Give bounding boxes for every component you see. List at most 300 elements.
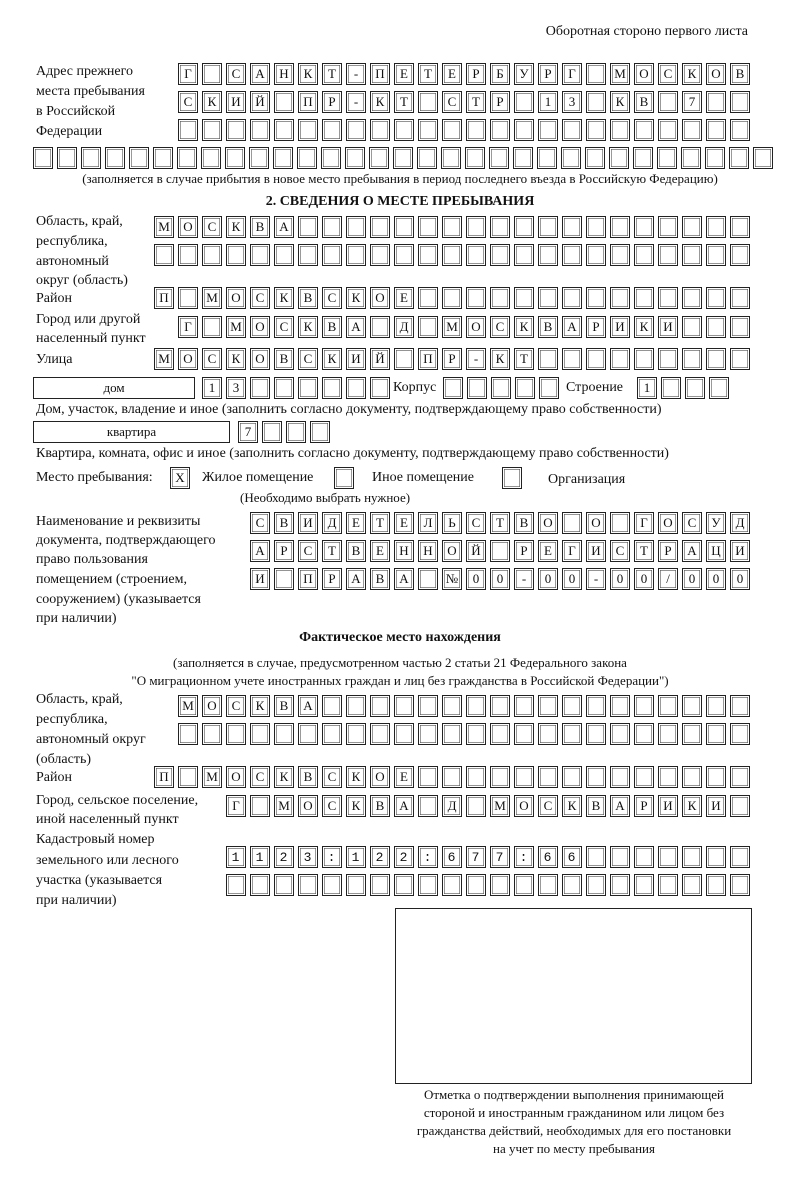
char-cell[interactable] (538, 119, 558, 141)
char-cell[interactable]: Н (274, 63, 294, 85)
char-cell[interactable] (586, 119, 606, 141)
char-cell[interactable]: А (682, 540, 702, 562)
char-cell[interactable] (490, 766, 510, 788)
char-cell[interactable]: Г (178, 316, 198, 338)
char-cell[interactable] (250, 119, 270, 141)
char-cell[interactable] (490, 540, 510, 562)
char-cell[interactable] (490, 723, 510, 745)
char-cell[interactable]: Т (394, 91, 414, 113)
char-cell[interactable] (466, 795, 486, 817)
char-cell[interactable]: С (538, 795, 558, 817)
char-cell[interactable]: В (274, 348, 294, 370)
char-cell[interactable]: А (610, 795, 630, 817)
char-cell[interactable] (322, 695, 342, 717)
char-cell[interactable] (730, 244, 750, 266)
char-cell[interactable] (346, 874, 366, 896)
char-cell[interactable]: А (298, 695, 318, 717)
char-cell[interactable]: Р (514, 540, 534, 562)
char-cell[interactable]: О (370, 287, 390, 309)
char-cell[interactable] (706, 244, 726, 266)
char-cell[interactable]: К (250, 695, 270, 717)
char-cell[interactable] (513, 147, 533, 169)
char-cell[interactable]: М (202, 766, 222, 788)
char-cell[interactable] (370, 119, 390, 141)
char-cell[interactable] (586, 216, 606, 238)
char-cell[interactable]: - (346, 63, 366, 85)
char-cell[interactable] (514, 766, 534, 788)
char-cell[interactable] (153, 147, 173, 169)
char-cell[interactable] (466, 216, 486, 238)
char-cell[interactable] (562, 766, 582, 788)
char-cell[interactable]: В (250, 216, 270, 238)
char-cell[interactable] (250, 874, 270, 896)
char-cell[interactable] (682, 287, 702, 309)
char-cell[interactable]: Ц (706, 540, 726, 562)
char-cell[interactable] (33, 147, 53, 169)
char-cell[interactable]: С (178, 91, 198, 113)
char-cell[interactable] (538, 695, 558, 717)
char-cell[interactable] (514, 119, 534, 141)
char-cell[interactable] (442, 766, 462, 788)
char-cell[interactable] (370, 244, 390, 266)
char-cell[interactable]: Р (586, 316, 606, 338)
char-cell[interactable] (514, 723, 534, 745)
char-cell[interactable] (129, 147, 149, 169)
char-cell[interactable]: О (250, 316, 270, 338)
char-cell[interactable] (274, 244, 294, 266)
char-cell[interactable] (274, 91, 294, 113)
char-cell[interactable]: Е (346, 512, 366, 534)
char-cell[interactable] (658, 216, 678, 238)
char-cell[interactable] (562, 244, 582, 266)
char-cell[interactable] (297, 147, 317, 169)
char-cell[interactable]: О (658, 512, 678, 534)
char-cell[interactable]: В (298, 766, 318, 788)
char-cell[interactable] (298, 216, 318, 238)
char-cell[interactable] (682, 119, 702, 141)
char-cell[interactable]: С (466, 512, 486, 534)
char-cell[interactable] (442, 287, 462, 309)
char-cell[interactable]: Е (394, 287, 414, 309)
char-cell[interactable]: К (322, 348, 342, 370)
char-cell[interactable] (538, 766, 558, 788)
char-cell[interactable] (346, 723, 366, 745)
char-cell[interactable] (709, 377, 729, 399)
char-cell[interactable] (370, 723, 390, 745)
char-cell[interactable] (730, 316, 750, 338)
char-cell[interactable] (322, 244, 342, 266)
char-cell[interactable]: В (730, 63, 750, 85)
char-cell[interactable]: А (394, 795, 414, 817)
char-cell[interactable]: 0 (706, 568, 726, 590)
char-cell[interactable] (274, 723, 294, 745)
char-cell[interactable]: И (658, 795, 678, 817)
char-cell[interactable]: Т (322, 540, 342, 562)
char-cell[interactable] (298, 377, 318, 399)
char-cell[interactable]: Р (322, 91, 342, 113)
char-cell[interactable] (562, 874, 582, 896)
char-cell[interactable] (466, 244, 486, 266)
char-cell[interactable] (226, 244, 246, 266)
char-cell[interactable]: 0 (610, 568, 630, 590)
char-cell[interactable]: И (730, 540, 750, 562)
char-cell[interactable]: В (322, 316, 342, 338)
char-cell[interactable] (658, 695, 678, 717)
char-cell[interactable]: П (298, 568, 318, 590)
char-cell[interactable] (515, 377, 535, 399)
char-cell[interactable]: В (586, 795, 606, 817)
char-cell[interactable]: О (586, 512, 606, 534)
char-cell[interactable]: В (370, 795, 390, 817)
char-cell[interactable] (658, 766, 678, 788)
char-cell[interactable]: А (394, 568, 414, 590)
checkbox-organization[interactable] (502, 467, 522, 489)
char-cell[interactable] (682, 216, 702, 238)
char-cell[interactable]: К (682, 63, 702, 85)
char-cell[interactable]: О (178, 216, 198, 238)
char-cell[interactable] (154, 244, 174, 266)
char-cell[interactable] (586, 63, 606, 85)
char-cell[interactable]: Н (418, 540, 438, 562)
char-cell[interactable] (658, 119, 678, 141)
char-cell[interactable] (586, 244, 606, 266)
char-cell[interactable]: С (490, 316, 510, 338)
char-cell[interactable] (369, 147, 389, 169)
char-cell[interactable] (658, 723, 678, 745)
char-cell[interactable]: С (274, 316, 294, 338)
char-cell[interactable] (442, 874, 462, 896)
char-cell[interactable] (706, 287, 726, 309)
char-cell[interactable] (225, 147, 245, 169)
char-cell[interactable] (562, 348, 582, 370)
char-cell[interactable]: О (514, 795, 534, 817)
char-cell[interactable]: Т (634, 540, 654, 562)
char-cell[interactable] (394, 119, 414, 141)
char-cell[interactable]: Й (250, 91, 270, 113)
char-cell[interactable]: К (682, 795, 702, 817)
char-cell[interactable]: Р (322, 568, 342, 590)
char-cell[interactable]: С (322, 287, 342, 309)
char-cell[interactable] (418, 695, 438, 717)
char-cell[interactable] (310, 421, 330, 443)
char-cell[interactable]: И (250, 568, 270, 590)
char-cell[interactable] (586, 348, 606, 370)
char-cell[interactable]: В (634, 91, 654, 113)
char-cell[interactable] (490, 874, 510, 896)
char-cell[interactable]: А (346, 568, 366, 590)
char-cell[interactable] (466, 287, 486, 309)
char-cell[interactable] (706, 119, 726, 141)
char-cell[interactable] (586, 874, 606, 896)
char-cell[interactable]: С (250, 766, 270, 788)
char-cell[interactable]: Г (226, 795, 246, 817)
char-cell[interactable]: У (706, 512, 726, 534)
char-cell[interactable] (298, 723, 318, 745)
char-cell[interactable] (586, 723, 606, 745)
char-cell[interactable] (539, 377, 559, 399)
char-cell[interactable] (466, 695, 486, 717)
char-cell[interactable] (274, 119, 294, 141)
char-cell[interactable] (441, 147, 461, 169)
char-cell[interactable]: А (250, 63, 270, 85)
char-cell[interactable] (562, 216, 582, 238)
char-cell[interactable]: Т (490, 512, 510, 534)
char-cell[interactable] (322, 723, 342, 745)
char-cell[interactable]: 0 (466, 568, 486, 590)
char-cell[interactable]: - (346, 91, 366, 113)
char-cell[interactable] (466, 119, 486, 141)
char-cell[interactable] (514, 244, 534, 266)
char-cell[interactable]: С (202, 348, 222, 370)
char-cell[interactable] (730, 216, 750, 238)
char-cell[interactable] (634, 723, 654, 745)
char-cell[interactable]: К (490, 348, 510, 370)
char-cell[interactable] (370, 316, 390, 338)
char-cell[interactable] (561, 147, 581, 169)
char-cell[interactable] (442, 216, 462, 238)
char-cell[interactable]: М (154, 348, 174, 370)
char-cell[interactable] (442, 244, 462, 266)
char-cell[interactable] (321, 147, 341, 169)
char-cell[interactable]: Б (490, 63, 510, 85)
char-cell[interactable] (634, 216, 654, 238)
char-cell[interactable]: О (538, 512, 558, 534)
char-cell[interactable] (250, 795, 270, 817)
char-cell[interactable]: К (226, 348, 246, 370)
char-cell[interactable]: В (538, 316, 558, 338)
char-cell[interactable]: К (298, 63, 318, 85)
char-cell[interactable]: И (298, 512, 318, 534)
char-cell[interactable]: Д (394, 316, 414, 338)
char-cell[interactable] (250, 723, 270, 745)
char-cell[interactable] (538, 723, 558, 745)
char-cell[interactable]: О (226, 287, 246, 309)
char-cell[interactable] (274, 874, 294, 896)
char-cell[interactable]: Р (466, 63, 486, 85)
checkbox-other-premises[interactable] (334, 467, 354, 489)
char-cell[interactable]: М (178, 695, 198, 717)
char-cell[interactable] (514, 91, 534, 113)
char-cell[interactable] (730, 348, 750, 370)
char-cell[interactable] (490, 216, 510, 238)
char-cell[interactable] (753, 147, 773, 169)
char-cell[interactable]: Й (370, 348, 390, 370)
char-cell[interactable]: 0 (538, 568, 558, 590)
char-cell[interactable]: П (154, 766, 174, 788)
char-cell[interactable]: / (658, 568, 678, 590)
char-cell[interactable]: И (346, 348, 366, 370)
char-cell[interactable] (514, 216, 534, 238)
char-cell[interactable] (706, 348, 726, 370)
char-cell[interactable]: Е (370, 540, 390, 562)
char-cell[interactable]: Е (442, 63, 462, 85)
char-cell[interactable] (418, 766, 438, 788)
char-cell[interactable] (105, 147, 125, 169)
char-cell[interactable] (610, 216, 630, 238)
char-cell[interactable] (201, 147, 221, 169)
char-cell[interactable] (345, 147, 365, 169)
char-cell[interactable] (730, 695, 750, 717)
char-cell[interactable] (442, 723, 462, 745)
char-cell[interactable] (562, 512, 582, 534)
char-cell[interactable]: М (490, 795, 510, 817)
char-cell[interactable] (443, 377, 463, 399)
char-cell[interactable] (634, 766, 654, 788)
char-cell[interactable] (346, 377, 366, 399)
char-cell[interactable] (609, 147, 629, 169)
char-cell[interactable]: Г (178, 63, 198, 85)
char-cell[interactable]: П (298, 91, 318, 113)
char-cell[interactable]: Д (442, 795, 462, 817)
char-cell[interactable] (490, 244, 510, 266)
char-cell[interactable]: О (370, 766, 390, 788)
char-cell[interactable]: Т (370, 512, 390, 534)
char-cell[interactable]: Р (658, 540, 678, 562)
char-cell[interactable]: Т (418, 63, 438, 85)
char-cell[interactable] (730, 766, 750, 788)
char-cell[interactable]: Р (490, 91, 510, 113)
char-cell[interactable] (730, 119, 750, 141)
char-cell[interactable]: К (514, 316, 534, 338)
char-cell[interactable]: Г (562, 63, 582, 85)
char-cell[interactable] (490, 119, 510, 141)
char-cell[interactable] (370, 874, 390, 896)
char-cell[interactable]: К (346, 287, 366, 309)
char-cell[interactable]: Д (730, 512, 750, 534)
char-cell[interactable]: 7 (682, 91, 702, 113)
char-cell[interactable] (562, 695, 582, 717)
char-cell[interactable] (346, 244, 366, 266)
char-cell[interactable] (466, 766, 486, 788)
char-cell[interactable] (202, 316, 222, 338)
char-cell[interactable]: - (586, 568, 606, 590)
char-cell[interactable]: С (322, 766, 342, 788)
char-cell[interactable] (394, 874, 414, 896)
char-cell[interactable] (706, 766, 726, 788)
char-cell[interactable]: К (274, 287, 294, 309)
char-cell[interactable] (730, 287, 750, 309)
char-cell[interactable] (298, 119, 318, 141)
char-cell[interactable]: С (298, 540, 318, 562)
char-cell[interactable]: В (370, 568, 390, 590)
char-cell[interactable] (586, 287, 606, 309)
char-cell[interactable]: О (466, 316, 486, 338)
char-cell[interactable] (394, 695, 414, 717)
char-cell[interactable] (610, 874, 630, 896)
char-cell[interactable] (537, 147, 557, 169)
char-cell[interactable] (514, 287, 534, 309)
char-cell[interactable]: 1 (202, 377, 222, 399)
char-cell[interactable]: О (298, 795, 318, 817)
char-cell[interactable]: К (634, 316, 654, 338)
char-cell[interactable]: С (322, 795, 342, 817)
char-cell[interactable]: Е (394, 512, 414, 534)
char-cell[interactable] (322, 874, 342, 896)
char-cell[interactable] (682, 244, 702, 266)
char-cell[interactable] (490, 695, 510, 717)
char-cell[interactable] (178, 244, 198, 266)
char-cell[interactable]: Ь (442, 512, 462, 534)
char-cell[interactable] (202, 244, 222, 266)
char-cell[interactable]: О (706, 63, 726, 85)
char-cell[interactable]: С (250, 287, 270, 309)
char-cell[interactable] (394, 723, 414, 745)
char-cell[interactable]: В (346, 540, 366, 562)
char-cell[interactable] (249, 147, 269, 169)
char-cell[interactable] (417, 147, 437, 169)
char-cell[interactable] (418, 287, 438, 309)
char-cell[interactable]: С (250, 512, 270, 534)
char-cell[interactable] (634, 874, 654, 896)
char-cell[interactable] (610, 119, 630, 141)
char-cell[interactable]: Т (466, 91, 486, 113)
char-cell[interactable] (489, 147, 509, 169)
char-cell[interactable] (682, 348, 702, 370)
char-cell[interactable] (610, 287, 630, 309)
char-cell[interactable]: - (514, 568, 534, 590)
char-cell[interactable] (729, 147, 749, 169)
char-cell[interactable]: № (442, 568, 462, 590)
char-cell[interactable]: О (202, 695, 222, 717)
char-cell[interactable]: С (682, 512, 702, 534)
char-cell[interactable] (538, 244, 558, 266)
char-cell[interactable]: И (586, 540, 606, 562)
char-cell[interactable]: А (274, 216, 294, 238)
char-cell[interactable] (610, 512, 630, 534)
char-cell[interactable] (418, 723, 438, 745)
char-cell[interactable] (393, 147, 413, 169)
char-cell[interactable]: Р (442, 348, 462, 370)
char-cell[interactable] (706, 216, 726, 238)
char-cell[interactable] (298, 244, 318, 266)
char-cell[interactable]: Е (394, 766, 414, 788)
char-cell[interactable] (466, 723, 486, 745)
char-cell[interactable]: К (610, 91, 630, 113)
char-cell[interactable]: О (250, 348, 270, 370)
char-cell[interactable] (178, 287, 198, 309)
char-cell[interactable] (346, 119, 366, 141)
char-cell[interactable] (442, 695, 462, 717)
char-cell[interactable] (465, 147, 485, 169)
char-cell[interactable] (586, 91, 606, 113)
char-cell[interactable] (418, 316, 438, 338)
flat-type-field[interactable]: квартира (33, 421, 230, 443)
char-cell[interactable] (250, 244, 270, 266)
char-cell[interactable] (730, 795, 750, 817)
char-cell[interactable] (682, 695, 702, 717)
char-cell[interactable] (346, 216, 366, 238)
char-cell[interactable] (685, 377, 705, 399)
char-cell[interactable]: Д (322, 512, 342, 534)
char-cell[interactable] (610, 244, 630, 266)
char-cell[interactable]: О (634, 63, 654, 85)
char-cell[interactable] (442, 119, 462, 141)
char-cell[interactable] (370, 377, 390, 399)
char-cell[interactable] (202, 723, 222, 745)
char-cell[interactable] (418, 874, 438, 896)
char-cell[interactable]: О (226, 766, 246, 788)
char-cell[interactable] (538, 348, 558, 370)
char-cell[interactable]: Р (634, 795, 654, 817)
char-cell[interactable]: М (274, 795, 294, 817)
char-cell[interactable] (177, 147, 197, 169)
char-cell[interactable]: М (226, 316, 246, 338)
char-cell[interactable] (706, 91, 726, 113)
char-cell[interactable] (538, 874, 558, 896)
char-cell[interactable] (706, 874, 726, 896)
char-cell[interactable] (418, 91, 438, 113)
char-cell[interactable] (286, 421, 306, 443)
